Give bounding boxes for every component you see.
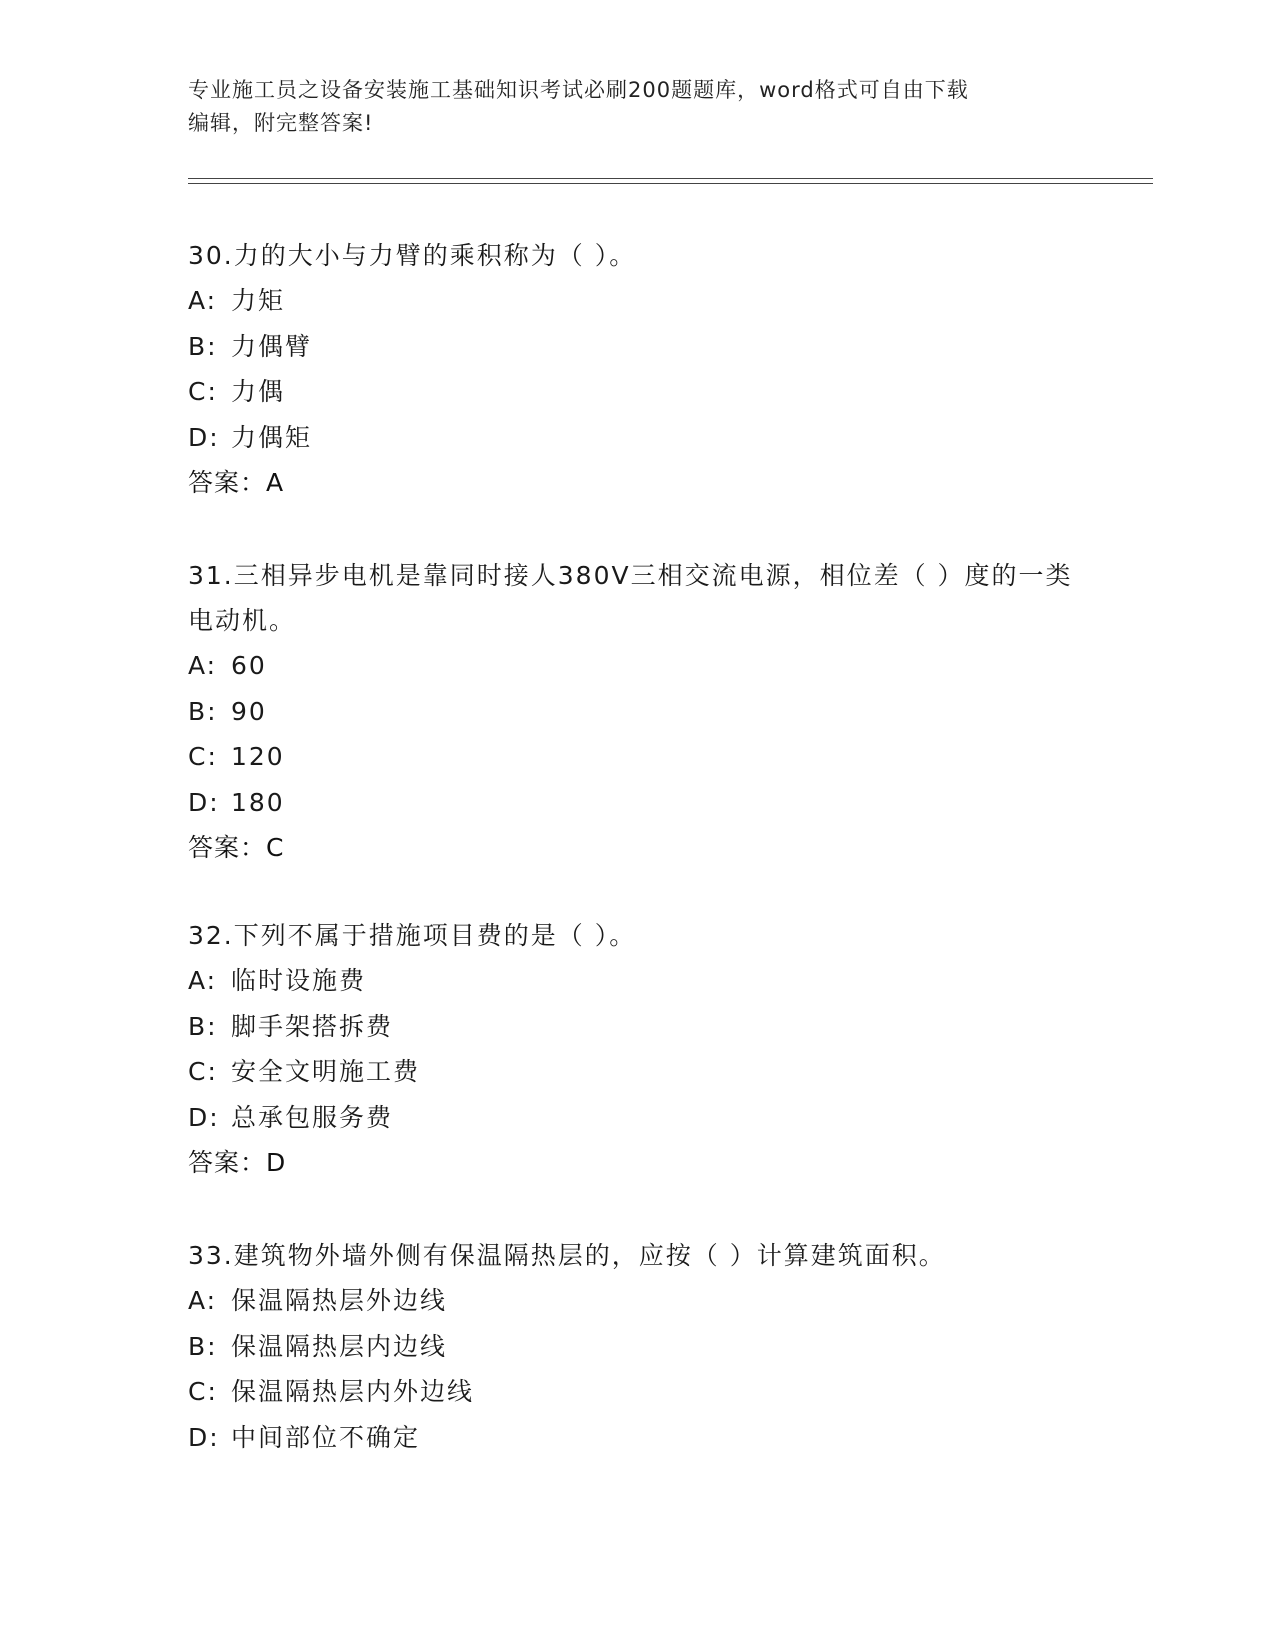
- option-a: [188, 958, 1088, 1004]
- option-a: [188, 643, 1088, 689]
- question-30: [188, 233, 1088, 505]
- option-text: 120: [231, 742, 285, 771]
- option-text: 力偶矩: [231, 422, 313, 452]
- header-divider-top: [188, 178, 1153, 179]
- option-c: [188, 1049, 1088, 1095]
- option-d: [188, 780, 1088, 826]
- option-text: 90: [231, 696, 267, 726]
- option-text: 180: [231, 787, 285, 817]
- option-key: C:: [188, 1377, 218, 1406]
- option-key: D:: [188, 422, 220, 452]
- option-key: B:: [188, 331, 218, 361]
- question-32: [188, 913, 1088, 1185]
- answer-label: 答案：D: [188, 1148, 287, 1177]
- header-line-1: 专业施工员之设备安装施工基础知识考试必刷200题题库，word格式可自由下载: [188, 78, 969, 102]
- question-33: [188, 1233, 1088, 1460]
- answer-label: 答案：C: [188, 833, 285, 862]
- option-d: [188, 1415, 1088, 1461]
- option-c: [188, 1369, 1088, 1415]
- option-key: D:: [188, 787, 220, 817]
- question-stem: 32.下列不属于措施项目费的是（ ）。: [188, 921, 637, 950]
- option-text: 保温隔热层内边线: [231, 1331, 448, 1361]
- option-key: B:: [188, 1011, 218, 1041]
- option-text: 脚手架搭拆费: [231, 1011, 394, 1041]
- option-key: C:: [188, 742, 218, 771]
- option-b: [188, 1324, 1088, 1370]
- option-text: 力偶臂: [231, 331, 313, 361]
- option-text: 保温隔热层外边线: [231, 1286, 448, 1315]
- header-line-2: 编辑，附完整答案!: [188, 111, 374, 135]
- option-text: 保温隔热层内外边线: [231, 1377, 475, 1406]
- option-text: 力矩: [231, 286, 286, 315]
- option-text: 60: [231, 651, 267, 680]
- option-b: [188, 324, 1088, 370]
- option-text: 安全文明施工费: [231, 1057, 421, 1086]
- question-stem: 31.三相异步电机是靠同时接人380V三相交流电源，相位差（ ）度的一类电动机。: [188, 561, 1073, 635]
- option-key: C:: [188, 377, 218, 406]
- option-a: [188, 278, 1088, 324]
- option-text: 临时设施费: [231, 966, 367, 995]
- option-key: B:: [188, 1331, 218, 1361]
- option-text: 力偶: [231, 377, 286, 406]
- question-31: [188, 553, 1088, 870]
- option-d: [188, 1095, 1088, 1141]
- document-header: [188, 74, 1088, 140]
- option-key: D:: [188, 1422, 220, 1452]
- header-divider-bottom: [188, 183, 1153, 184]
- option-key: C:: [188, 1057, 218, 1086]
- option-key: B:: [188, 696, 218, 726]
- option-text: 中间部位不确定: [231, 1422, 421, 1452]
- option-key: A:: [188, 966, 218, 995]
- option-c: [188, 734, 1088, 780]
- option-key: A:: [188, 1286, 218, 1315]
- question-stem: 33.建筑物外墙外侧有保温隔热层的，应按（ ）计算建筑面积。: [188, 1241, 946, 1270]
- option-key: A:: [188, 651, 218, 680]
- option-d: [188, 415, 1088, 461]
- option-text: 总承包服务费: [231, 1102, 394, 1132]
- option-a: [188, 1278, 1088, 1324]
- option-key: D:: [188, 1102, 220, 1132]
- answer-label: 答案：A: [188, 468, 285, 497]
- option-c: [188, 369, 1088, 415]
- option-b: [188, 1004, 1088, 1050]
- option-key: A:: [188, 286, 218, 315]
- option-b: [188, 689, 1088, 735]
- question-stem: 30.力的大小与力臂的乘积称为（ ）。: [188, 241, 637, 270]
